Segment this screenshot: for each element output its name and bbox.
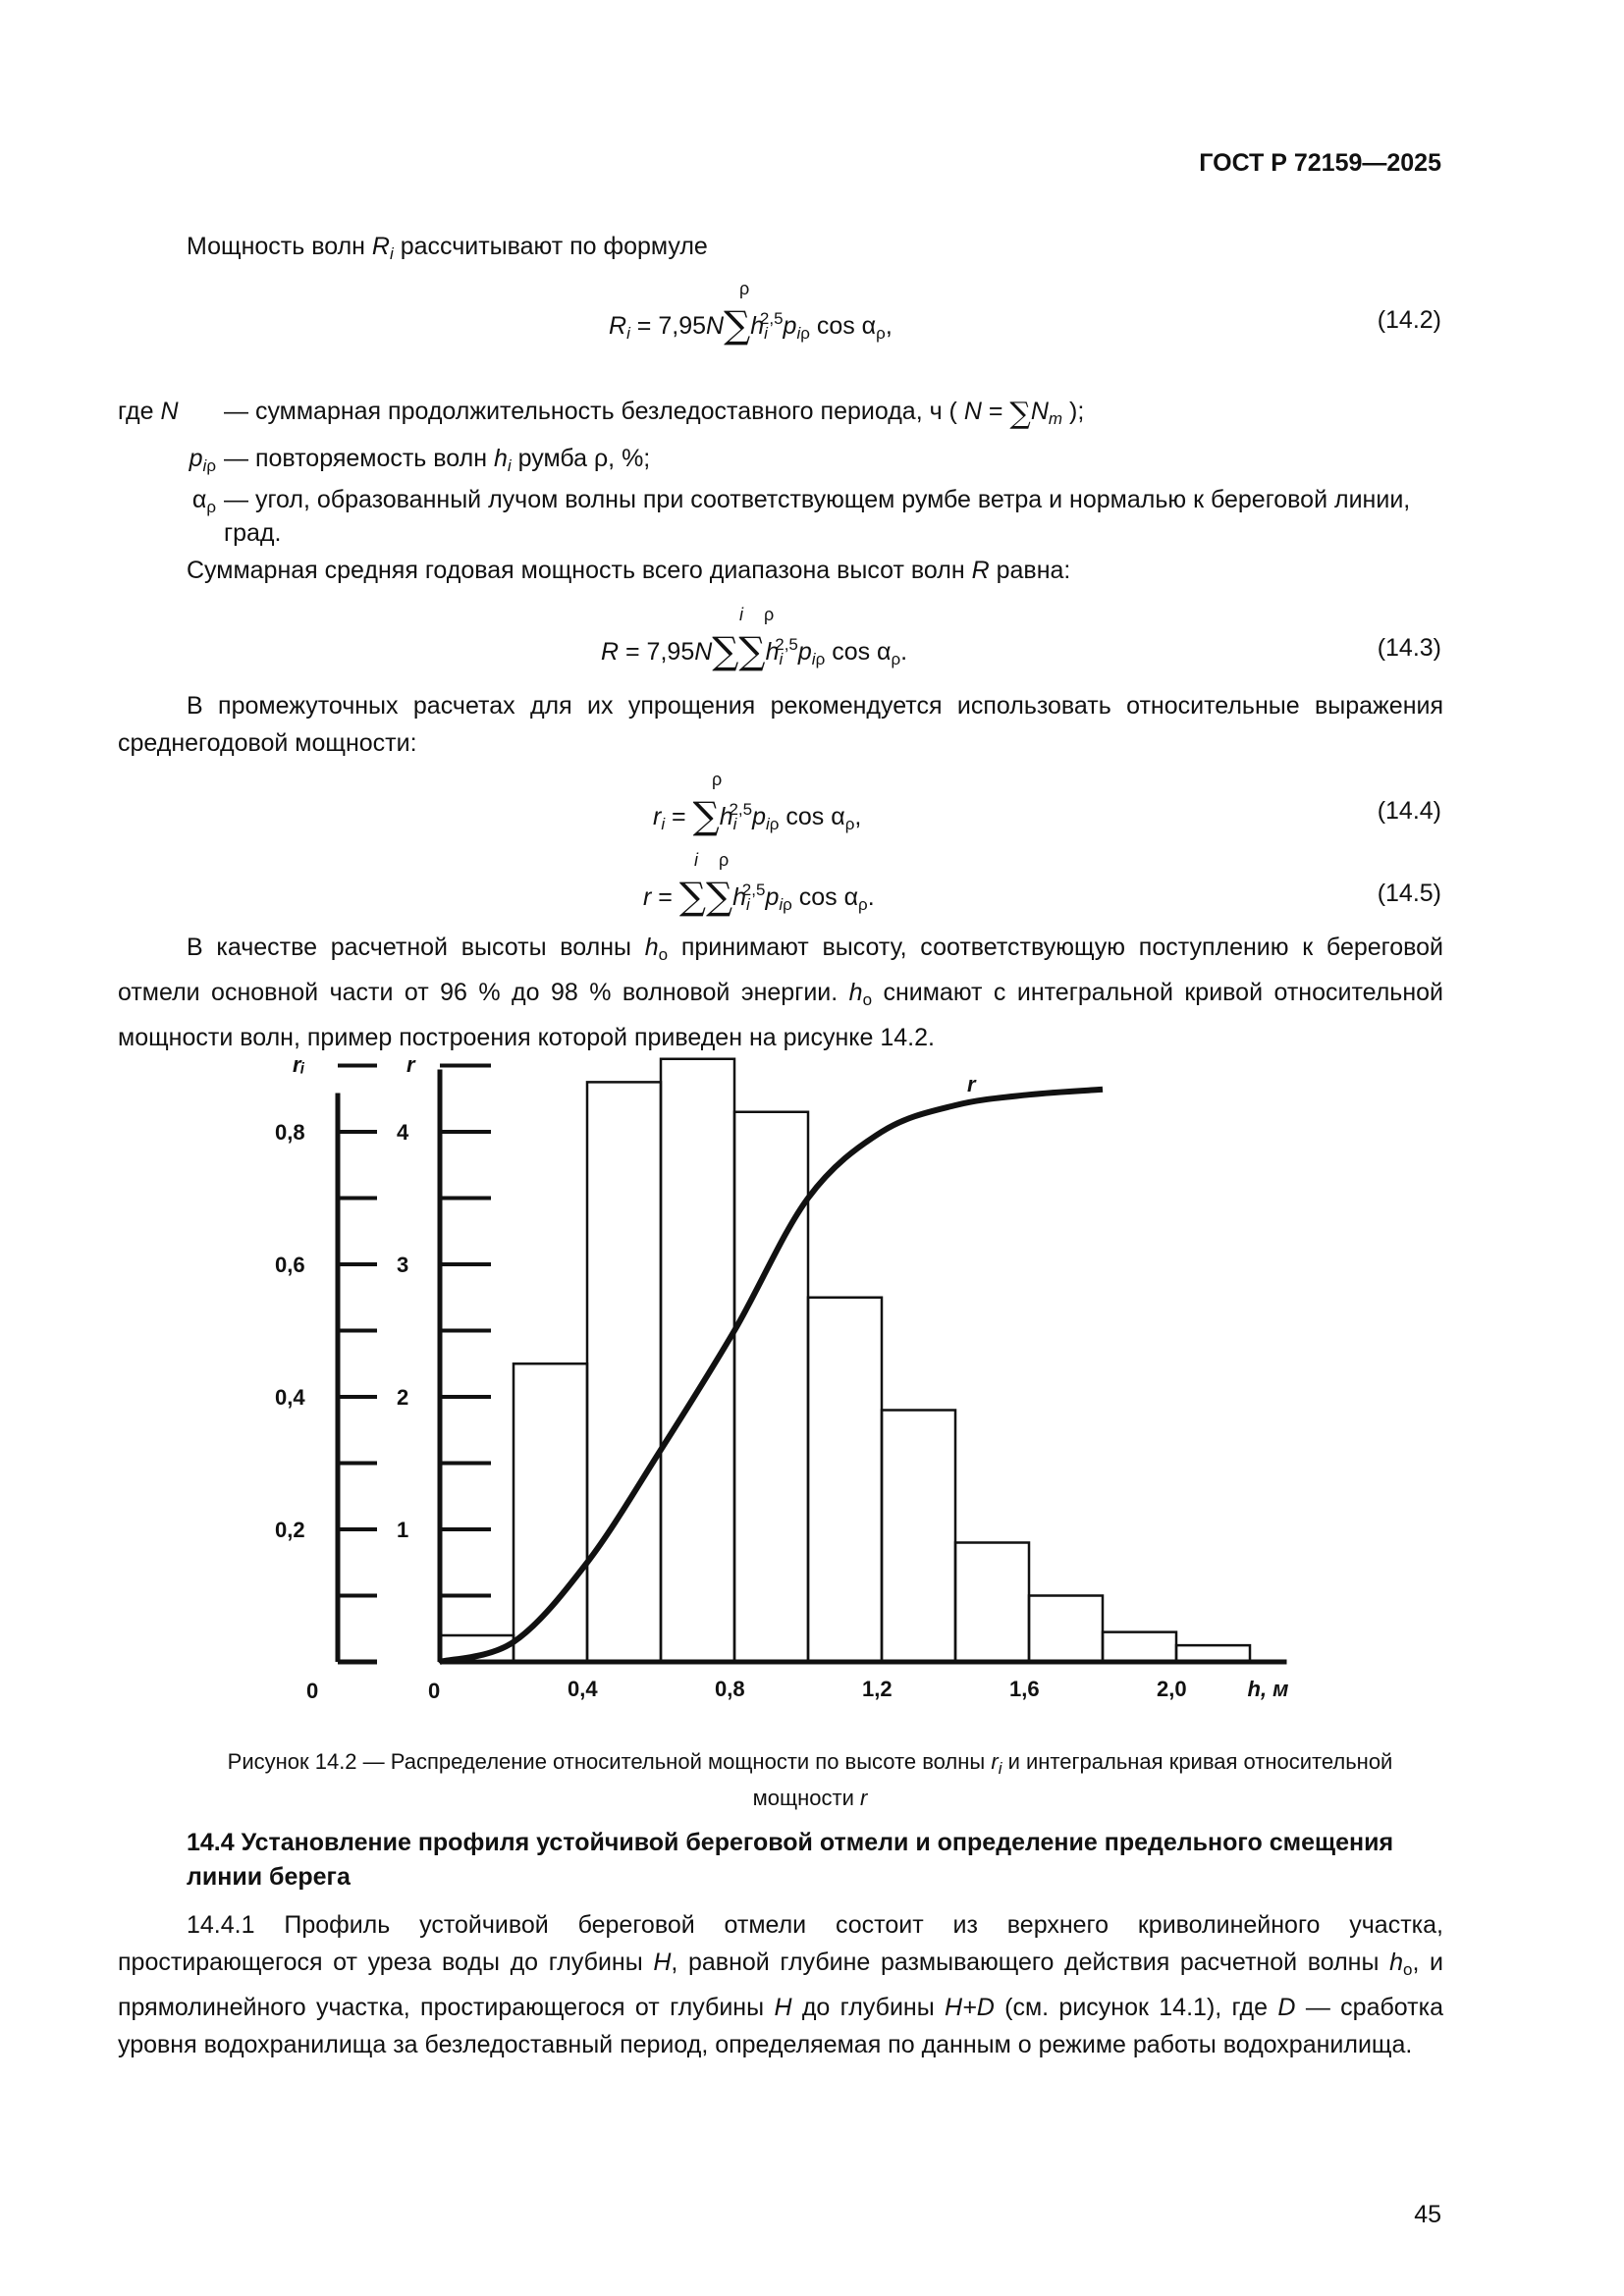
text-run: (см. рисунок 14.1), где	[994, 1994, 1269, 2021]
equation-number: (14.5)	[1377, 880, 1441, 907]
text-run: В качестве расчетной высоты волны	[187, 934, 631, 961]
text-run: принимают высоту, соответствующую поступлению к береговой отмели основной части от 96 % до 98 % волновой энергии.	[118, 934, 1443, 1006]
definitions-list	[118, 395, 1451, 550]
right-tick-label: 2	[397, 1385, 409, 1410]
chart-curve	[440, 1090, 1103, 1662]
symbol-R: R	[371, 233, 390, 260]
text-run: 14.4.1 Профиль устойчивой береговой отмели состоит из верхнего криволинейного участка, простирающегося от уреза воды до глубины	[118, 1911, 1443, 1976]
x-axis-title: h, м	[1247, 1677, 1289, 1701]
equation-number: (14.4)	[1377, 797, 1441, 825]
x-tick-label: 2,0	[1157, 1677, 1187, 1701]
x-tick-label: 0,4	[568, 1677, 598, 1701]
equation-14-4: $r_i = \sum h_i^{2,5}p_{i\rho}$ $\cos \alpha_\rho$, ρ	[653, 770, 862, 837]
text-run: , и прямолинейного участка, простирающегося от глубины	[118, 1949, 1444, 2021]
symbol-R: R	[971, 557, 990, 584]
sum-upper-limit: ρ	[739, 279, 750, 298]
histogram-bar	[882, 1411, 955, 1663]
histogram-bar	[1103, 1632, 1176, 1662]
caption-text: и интегральная кривая относительной мощности	[752, 1749, 1393, 1810]
histogram-bar	[661, 1059, 734, 1662]
chart-axes	[338, 1066, 1287, 1663]
definition-text: — угол, образованный лучом волны при соответствующем румбе ветра и нормалью к береговой линии, град.	[224, 486, 1411, 547]
text-run: Суммарная средняя годовая мощность всего диапазона высот волн	[187, 557, 965, 584]
paragraph-14-4-1: 14.4.1 Профиль устойчивой береговой отмели состоит из верхнего криволинейного участка, простирающегося от уреза воды до глубины H, равной глубине размывающего действия расчетной волны $h_о$, и прямолинейного участка, простирающегося от глубины H до глубины H+D (см. рисунок 14.1), где D — сработка уровня водохранилища за безледоставный период, определяемая по данным о режиме работы водохранилища.	[118, 1911, 1444, 2058]
eq-lhs: R	[601, 638, 620, 666]
left-tick-label: 0,8	[275, 1120, 305, 1145]
page-number: 45	[1414, 2201, 1441, 2228]
definition-text: — повторяемость волн	[224, 445, 488, 472]
right-tick-label: 4	[397, 1120, 409, 1145]
histogram-bar	[1176, 1645, 1250, 1662]
histogram-bar	[808, 1298, 882, 1662]
text-run: рассчитывают по формуле	[393, 233, 708, 260]
paragraph-relative: В промежуточных расчетах для их упрощения рекомендуется использовать относительные выражения среднегодовой мощности:	[118, 692, 1443, 757]
section-heading-14-4: 14.4 Установление профиля устойчивой береговой отмели и определение предельного смещения линии берега	[187, 1829, 1394, 1891]
left-axis-title: rᵢ	[293, 1052, 305, 1077]
figure-caption: Рисунок 14.2 — Распределение относительной мощности по высоте волны $r_i$ и интегральная кривая относительной мощности r	[227, 1749, 1393, 1810]
text-run: , равной глубине размывающего действия расчетной волны	[671, 1949, 1380, 1976]
definition-N: где N — суммарная продолжительность безледоставного периода, ч ( $N = \sum N_m$ );	[118, 397, 1085, 431]
integral-curve-r	[440, 1090, 1103, 1662]
doc-header: ГОСТ Р 72159—2025	[1199, 149, 1441, 177]
text-run: Мощность волн	[187, 233, 365, 260]
right-axis-title: r	[406, 1052, 415, 1077]
left-tick-label: 0,6	[275, 1253, 305, 1277]
text-run: равна:	[989, 557, 1071, 584]
left-tick-label: 0	[306, 1679, 319, 1703]
left-tick-label: 0,4	[275, 1385, 305, 1410]
paragraph-design-height: В качестве расчетной высоты волны $h_о$ принимают высоту, соответствующую поступлению к береговой отмели основной части от 96 % до 98 % волновой энергии. $h_о$ снимают с интегральной кривой относительной мощности волн, пример построения которой приведен на рисунке 14.2.	[118, 934, 1443, 1051]
left-tick-label: 0,2	[275, 1518, 305, 1542]
definition-tail: );	[1069, 398, 1085, 425]
histogram-bar	[587, 1082, 661, 1662]
histogram-bar	[955, 1543, 1029, 1663]
caption-text: Рисунок 14.2 — Распределение относительной мощности по высоте волны	[227, 1749, 986, 1774]
chart-bars	[440, 1059, 1250, 1662]
text-run: — сработка уровня водохранилища за безледоставный период, определяемая по данным о режиме работы водохранилища.	[118, 1994, 1443, 2058]
right-tick-label: 0	[428, 1679, 441, 1703]
eq-coef: = 7,95	[636, 312, 706, 340]
histogram-bar	[1029, 1596, 1103, 1663]
curve-label: r	[967, 1072, 976, 1096]
paragraph-total-power	[118, 552, 1443, 589]
right-tick-label: 3	[397, 1253, 409, 1277]
definition-text: — суммарная продолжительность безледоставного периода, ч (	[224, 398, 957, 425]
equation-14-2: $R_i = 7,95N\sum h_i^{2,5}p_{i\rho}$ $\cos \alpha_\rho$, ρ	[609, 279, 893, 347]
subscript-i: i	[389, 244, 394, 263]
text-run: до глубины	[791, 1994, 935, 2021]
definition-tail: румба ρ, %;	[511, 445, 651, 472]
x-tick-label: 0,8	[715, 1677, 745, 1701]
eq-N: N	[706, 312, 725, 340]
where-label: где	[118, 398, 154, 425]
paragraph-power-intro	[118, 228, 1443, 273]
equation-14-5: $r = \sum\sum h_i^{2,5}p_{i\rho}$ $\cos \alpha_\rho$. i ρ	[643, 850, 875, 918]
text-run: снимают с интегральной кривой относительной мощности волн, пример построения которой приведен на рисунке 14.2.	[118, 979, 1443, 1051]
chart-labels	[275, 1052, 1288, 1703]
definition-alpha: $\alpha_\rho$ — угол, образованный лучом волны при соответствующем румбе ветра и нормалью к береговой линии, град.	[118, 483, 1451, 550]
x-tick-label: 1,2	[862, 1677, 893, 1701]
eq-coef: = 7,95	[625, 638, 695, 666]
symbol-N: N	[160, 398, 179, 425]
definition-p: $p_{i\rho}$ — повторяемость волн $h_i$ румба ρ, %;	[189, 445, 651, 475]
equation-14-3: $R = 7,95N\sum\sum h_i^{2,5}p_{i\rho}$ $\cos \alpha_\rho$. i ρ	[601, 605, 908, 672]
figure-chart	[0, 1041, 1624, 1728]
histogram-bar	[514, 1363, 587, 1662]
x-tick-label: 1,6	[1009, 1677, 1040, 1701]
equation-number: (14.3)	[1377, 634, 1441, 662]
histogram-bar	[734, 1112, 808, 1662]
right-tick-label: 1	[397, 1518, 409, 1542]
sum-symbol: ∑	[724, 303, 751, 347]
equation-number: (14.2)	[1377, 306, 1441, 334]
